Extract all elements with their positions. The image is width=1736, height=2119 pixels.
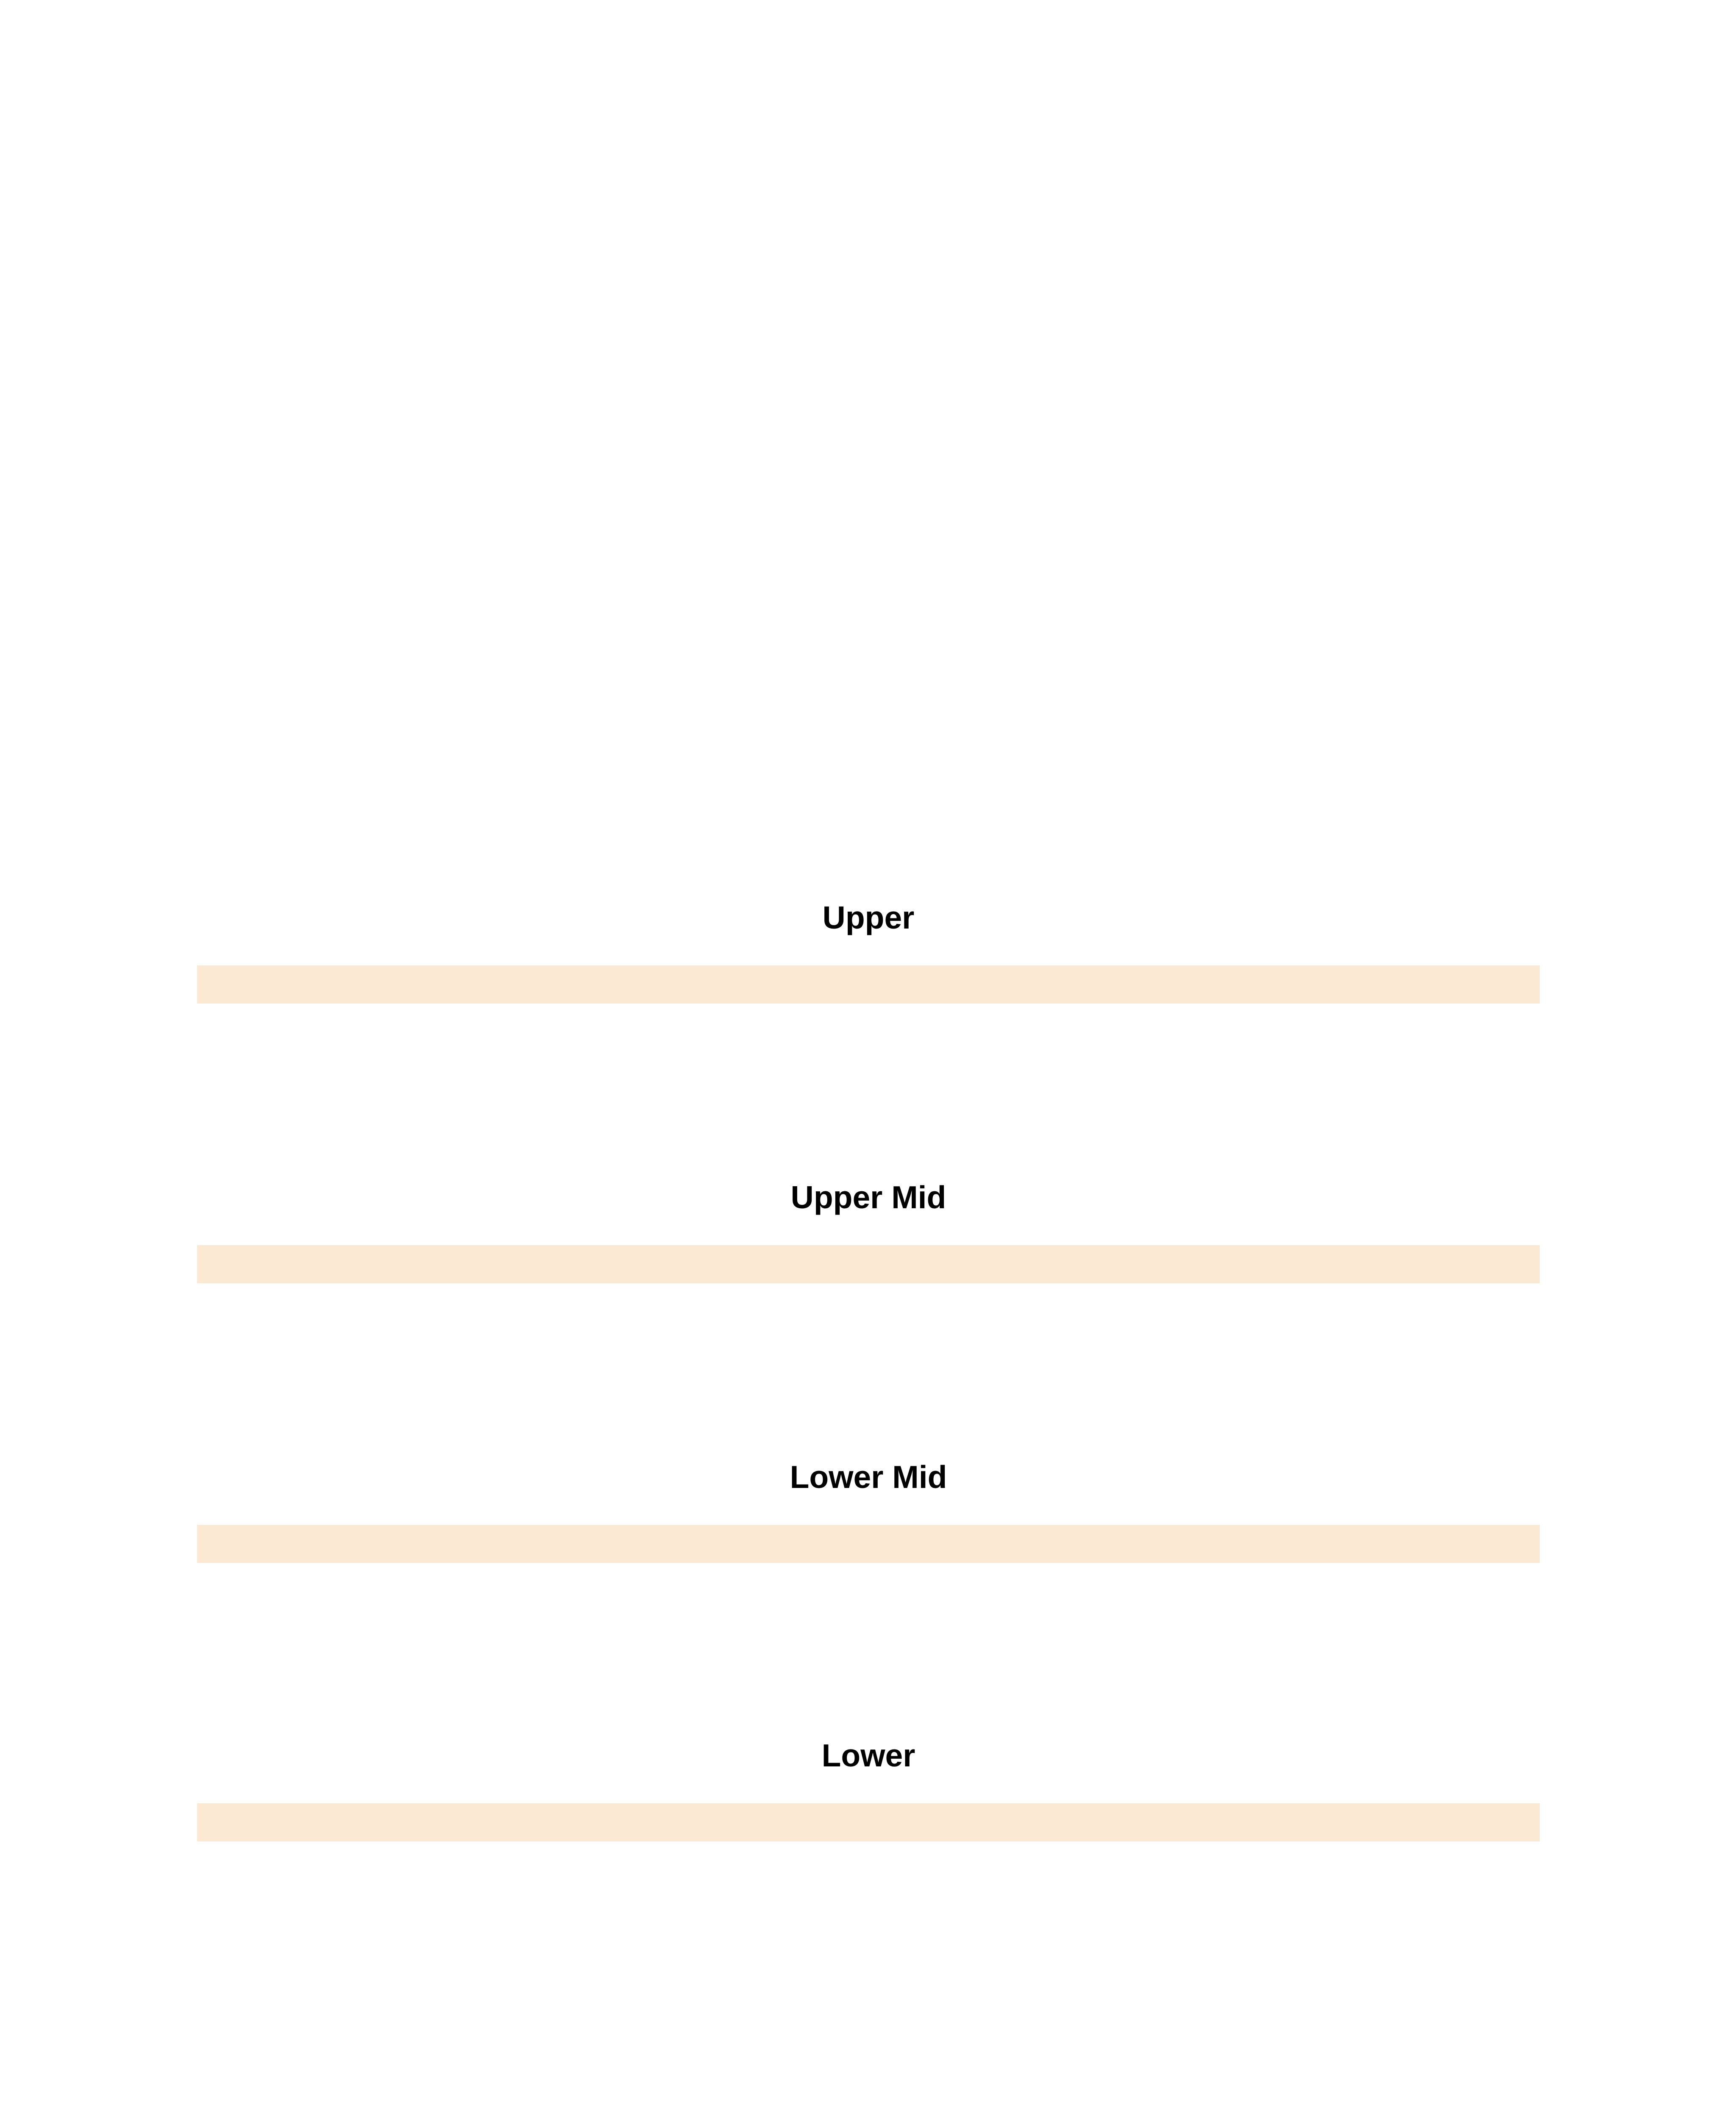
bar-male-segment — [197, 1803, 1540, 1841]
band-title: Upper Mid — [790, 1179, 946, 1215]
band-title: Upper — [822, 900, 915, 935]
bar-male-segment — [197, 965, 1540, 1004]
band-title: Lower Mid — [790, 1459, 947, 1495]
bar-male-segment — [197, 1245, 1540, 1283]
bar-male-segment — [197, 1525, 1540, 1563]
band-title: Lower — [821, 1738, 915, 1773]
